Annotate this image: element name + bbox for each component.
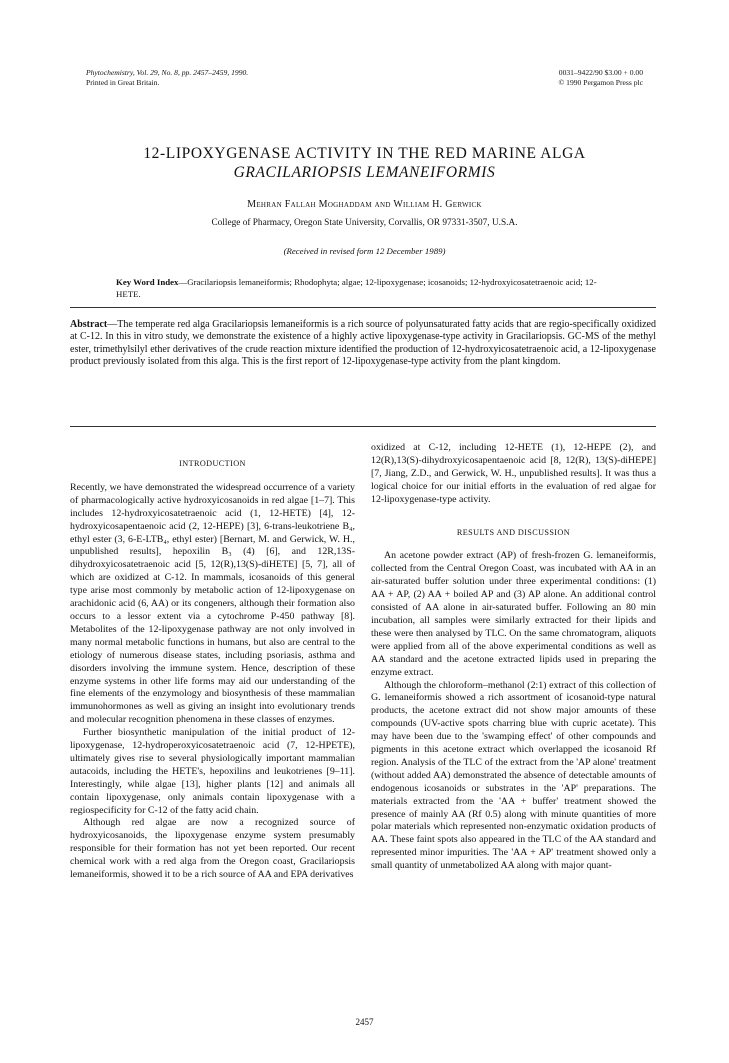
journal-citation: Phytochemistry, Vol. 29, No. 8, pp. 2457–2459, 1990. — [86, 68, 249, 77]
results-paragraph: Although the chloroform–methanol (2:1) extract of this collection of G. lemaneiformis showed a rich assortment of icosanoid-type natural products, the acetone extract did not show major amounts of these compounds (UV-active spots charring blue with cupric acetate). This may have been due to the 'swamping effect' of other compounds and pigments in this acetone extract which overlapped the icosanoid Rf region. Analysis of the TLC of the extract from the 'AP alone' treatment (without added AA) demonstrated the absence of detectable amounts of endogenous icosanoids or substrates in the 'AP' preparations. The materials extracted from the 'AA + buffer' treatment showed the presence of mainly AA (Rf 0.5) along with minute quantities of more polar materials which represented non-enzymatic oxidation products of AA. These faint spots also appeared in the TLC of the AA standard and represented minor impurities. The 'AA + AP' treatment showed only a small quantity of unmetabolized AA along with major quant- — [371, 679, 656, 872]
keywords-label: Key Word Index — [116, 277, 179, 287]
title-line-1: 12-LIPOXYGENASE ACTIVITY IN THE RED MARINE ALGA — [143, 145, 586, 162]
page-number: 2457 — [355, 1017, 374, 1027]
abstract — [70, 319, 656, 368]
divider-bottom — [70, 426, 656, 427]
divider-top — [70, 307, 656, 308]
copyright: © 1990 Pergamon Press plc — [558, 78, 643, 87]
received-date: (Received in revised form 12 December 1989) — [283, 246, 446, 256]
introduction-heading: INTRODUCTION — [179, 459, 246, 468]
affiliation: College of Pharmacy, Oregon State University, Corvallis, OR 97331-3507, U.S.A. — [211, 218, 518, 228]
paper-title — [60, 144, 669, 182]
authors: Mehran Fallah Moghaddam and William H. Gerwick — [247, 199, 482, 210]
results-heading: RESULTS AND DISCUSSION — [456, 527, 571, 537]
intro-paragraph: Further biosynthetic manipulation of the initial product of 12-lipoxygenase, 12-hydroperoxyicosatetraenoic acid (7, 12-HPETE), ultimately gives rise to several physiologically important mammalian autacoids, including the HETE's, hepoxilins and leukotrienes [9–11]. Interestingly, while algae [13], higher plants [12] and animals all contain lipoxygenase, only animals contain lipoxygenase with a regiospecificity for C-12 of the fatty acid chain. — [70, 727, 355, 816]
title-line-2: GRACILARIOPSIS LEMANEIFORMIS — [233, 164, 496, 181]
publisher-header — [558, 68, 643, 88]
intro-paragraph: Recently, we have demonstrated the widespread occurrence of a variety of pharmacologically active hydroxyicosanoids in red algae [1–7]. This includes 12-hydroxyicosatetraenoic acid (1, 12-HETE) [4], 12-hydroxyicosapentaenoic acid (2, 12-HEPE) [3], 6-trans-leukotriene B₄, ethyl ester (3, 6-E-LTB₄, ethyl ester) [Bernart, M. and Gerwick, W. H., unpublished results], hepoxilin B₃ (4) [6], and 12R,13S-dihydroxyicosatetraenoic acid [5, 12(R),13(S)-diHETE] [5, 7], all of which are oxidized at C-12. In mammals, icosanoids of this general type arise most commonly by metabolic action of 12-lipoxygenase on arachidonic acid (6, AA) or its congeners, although their formation also occurs to a lessor extent via a cytochrome P-450 pathway [8]. Metabolites of the 12-lipoxygenase pathway are not only involved in many normal metabolic functions in humans, but also are central to the etiology of numerous disease states, including psoriasis, asthma and disorders involving the immune system. Hence, description of these enzyme systems in other life forms may aid our understanding of the fine elements of the enzymology and biosynthesis of these mammalian immunohormones as well as giving an insight into evolutionary trends and molecular recognition phenomena in these classes of enzymes. — [70, 481, 355, 726]
printed-in: Printed in Great Britain. — [86, 78, 160, 87]
issn-code: 0031–9422/90 $3.00 + 0.00 — [558, 68, 643, 77]
abstract-label: Abstract — [70, 319, 108, 330]
results-paragraph: An acetone powder extract (AP) of fresh-frozen G. lemaneiformis, collected from the Central Oregon Coast, was incubated with AA in an air-saturated buffer solution under three experimental conditions: (1) AA + AP, (2) AA + boiled AP and (3) AP alone. An additional control consisted of AA alone in air-saturated buffer. Following an 80 min incubation, all samples were similarly extracted for their lipids and these were then analysed by TLC. On the same chromatogram, aliquots were applied from all of the above experimental conditions as well as AA standard and the acetone extracted lipids used in preparing the enzyme extract. — [371, 550, 656, 678]
keywords — [116, 276, 616, 300]
journal-header — [86, 68, 248, 88]
right-column — [371, 442, 656, 873]
left-column — [70, 458, 355, 882]
abstract-text: —The temperate red alga Gracilariopsis lemaneiformis is a rich source of polyunsaturated fatty acids that are regio-specifically oxidized at C-12. In this in vitro study, we demonstrate the existence of a highly active lipoxygenase-type activity in Gracilariopsis. GC-MS of the methyl ester, trimethylsilyl ether derivatives of the crude reaction mixture identified the production of 12-hydroxyicosatetraenoic acid, a 12-lipoxygenase product previously isolated from this alga. This is the first report of 12-lipoxygenase-type activity from the plant kingdom. — [70, 319, 656, 367]
intro-paragraph: Although red algae are now a recognized source of hydroxyicosanoids, the lipoxygenase enzyme system presumably responsible for their formation has not yet been reported. Our recent chemical work with a red alga from the Oregon coast, Gracilariopsis lemaneiformis, showed it to be a rich source of AA and EPA derivatives — [70, 817, 355, 881]
intro-continuation: oxidized at C-12, including 12-HETE (1), 12-HEPE (2), and 12(R),13(S)-dihydroxyicosapentaenoic acid [8, 12(R), 13(S)-diHEPE] [7, Jiang, Z.D., and Gerwick, W. H., unpublished results]. It was thus a logical choice for our initial efforts in the evaluation of red algae for 12-lipoxygenase-type activity. — [371, 442, 656, 505]
keywords-text: —Gracilariopsis lemaneiformis; Rhodophyta; algae; 12-lipoxygenase; icosanoids; 12-hydroxyicosatetraenoic acid; 12-HETE. — [116, 277, 597, 299]
